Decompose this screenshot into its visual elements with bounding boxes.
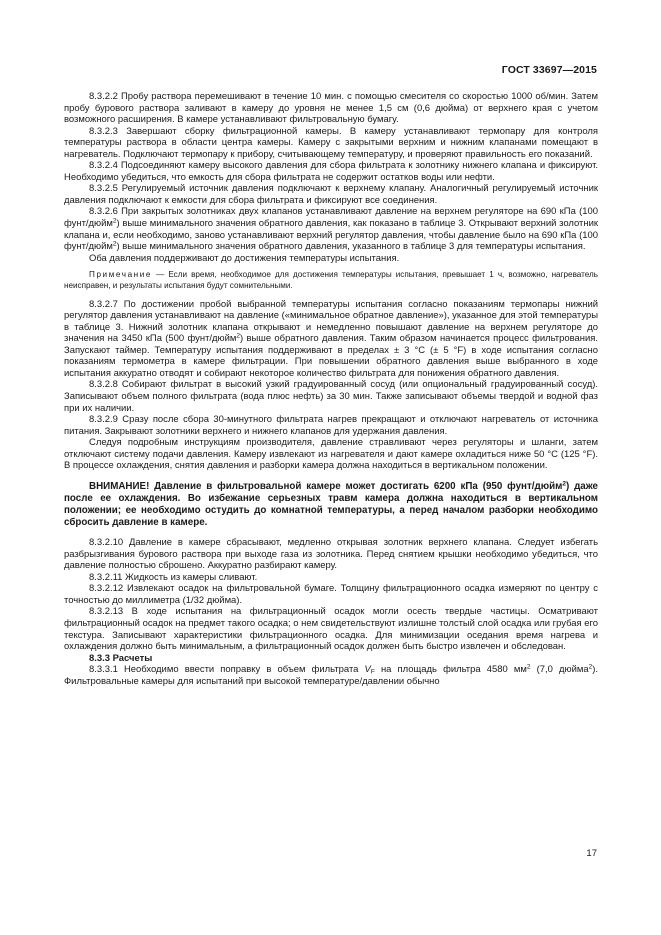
- paragraph-8-3-3-1: [64, 664, 598, 687]
- text-run: ). Фильтровальные камеры для испытаний при высокой температуре/давлении обычно: [64, 664, 598, 687]
- standard-code: ГОСТ 33697—2015: [501, 64, 597, 76]
- paragraph-8-3-2-9: 8.3.2.9 Сразу после сбора 30-минутного фильтрата нагрев прекращают и отключают нагреватель от источника питания. Закрывают золотники верхнего и нижнего клапанов для удержания давления.: [64, 414, 598, 437]
- subscript: F: [370, 668, 375, 676]
- paragraph-8-3-2-12: 8.3.2.12 Извлекают осадок на фильтровальной бумаге. Толщину фильтрационного осадка измеряют по центру с точностью до миллиметра (1/32 дюйма).: [64, 583, 598, 606]
- note: [64, 270, 598, 291]
- text-run: 8.3.2.7 По достижении пробой выбранной температуры испытания согласно показаниям термопары нижний регулятор давления устанавливают на давление («минимальное обратное давление»), указанное для этой температуры в таблице 3. Нижний золотник клапана открывают и немедленно повышают давление на верхнем регуляторе до значения на 3450 кПа (500 фунт/дюйм: [64, 298, 598, 345]
- superscript: 2: [562, 480, 566, 488]
- paragraph-both-pressures: Оба давления поддерживают до достижения температуры испытания.: [89, 252, 400, 264]
- paragraph-8-3-2-3: 8.3.2.3 Завершают сборку фильтрационной камеры. В камеру устанавливают термопару для контроля температуры раствора в области центра камеры. Камеру с закрытыми верхним и нижним клапанами помещают в нагреватель. Подключают термопару к прибору, считывающему температуру, и проверяют правильность его показаний.: [64, 125, 598, 160]
- superscript: 2: [112, 240, 117, 248]
- paragraph-8-3-2-4: 8.3.2.4 Подсоединяют камеру высокого давления для сбора фильтрата к золотнику нижнего клапана и фиксируют. Необходимо убедиться, что емкость для сбора фильтрата не содержит остатков воды или нефти.: [64, 160, 598, 183]
- superscript: 2: [526, 663, 531, 671]
- superscript: 2: [236, 332, 240, 340]
- text-run: ВНИМАНИЕ! Давление в фильтровальной камере может достигать 6200 кПа (950 фунт/дюйм: [89, 480, 563, 492]
- document-body: [64, 91, 598, 687]
- superscript: 2: [112, 217, 117, 225]
- text-run: 8.3.2.6 При закрытых золотниках двух клапанов устанавливают давление на верхнем регуляторе на 690 кПа (100 фунт/дюйм: [64, 206, 598, 230]
- note-label: Примечание: [89, 270, 153, 280]
- warning-block: [64, 481, 598, 529]
- paragraph-8-3-2-7: [64, 299, 598, 380]
- text-run: 8.3.3.1 Необходимо ввести поправку в объем фильтрата: [89, 664, 365, 676]
- page-number: 17: [586, 848, 597, 859]
- text-run: ) выше минимального значения обратного давления, указанного в таблице 3 для температуры испытания.: [116, 241, 586, 253]
- text-run: ) выше минимального значения обратного давления, как показано в таблице 3. Открывают верхний золотник клапана и, если необходимо, заново устанавливают верхний регулятор давления, чтобы давление было на 690 кПа (100 фунт/дюйм: [64, 218, 598, 253]
- paragraph-following-instructions: Следуя подробным инструкциям производителя, давление стравливают через регуляторы и шланги, затем отключают систему подачи давления. Камеру извлекают из нагревателя и дают камере охладиться ниже 50 °С (125 °F). В процессе охлаждения, снятия давления и разборки камера должна находиться в вертикальном положении.: [64, 437, 598, 472]
- superscript: 2: [588, 663, 593, 671]
- paragraph-8-3-2-8: 8.3.2.8 Собирают фильтрат в высокий узкий градуированный сосуд (или опциональный градуированный сосуд). Записывают объем полного фильтрата (вода плюс нефть) за 30 мин. Также записывают объемы твердой и водной фаз при их наличии.: [64, 379, 598, 414]
- paragraph-8-3-2-6: [64, 206, 598, 252]
- text-run: (7,0 дюйма: [530, 664, 589, 676]
- paragraph-8-3-2-10: 8.3.2.10 Давление в камере сбрасывают, медленно открывая золотник верхнего клапана. Следует избегать разбрызгивания бурового раствора при выходе газа из золотника. Перед снятием крышки необходимо убедиться, что давление полностью сброшено. Аккуратно разбирают камеру.: [64, 537, 598, 572]
- text-run: на площадь фильтра 4580 мм: [374, 664, 527, 676]
- variable-v: V: [364, 664, 371, 676]
- paragraph-8-3-2-2: 8.3.2.2 Пробу раствора перемешивают в течение 10 мин. с помощью смесителя со скоростью 1000 об/мин. Затем пробу бурового раствора заливают в камеру до уровня не менее 1,5 см (0,6 дюйма) от верхнего края с учетом возможного расширения. В камере устанавливают фильтровальную бумагу.: [64, 91, 598, 126]
- section-heading-8-3-3: 8.3.3 Расчеты: [89, 652, 153, 664]
- text-run: ) даже после ее охлаждения. Во избежание серьезных травм камера должна находиться в вертикальном положении; ее необходимо остудить до комнатной температуры, а перед началом разборки необходимо сбросить давление в камере.: [64, 480, 599, 529]
- text-run: ) выше обратного давления. Таким образом начинается процесс фильтрования. Запускают таймер. Температуру испытания поддерживают в пределах ± 3 °С (± 5 °F) в ходе испытания согласно показаниям термометра в камере фильтрации. При повышении обратного давления выше выбранного в ходе испытания аккуратно отводят и собирают некоторое количество фильтрата для понижения обратного давления.: [64, 333, 598, 379]
- paragraph-8-3-2-11: 8.3.2.11 Жидкость из камеры сливают.: [89, 571, 258, 583]
- paragraph-8-3-2-5: 8.3.2.5 Регулируемый источник давления подключают к верхнему клапану. Аналогичный регулируемый источник давления подключают к емкости для сбора фильтрата и фиксируют все соединения.: [64, 183, 598, 206]
- note-text: — Если время, необходимое для достижения температуры испытания, превышает 1 ч, возможно, нагреватель неисправен, и результаты испытания будут сомнительными.: [64, 270, 598, 290]
- paragraph-8-3-2-13: 8.3.2.13 В ходе испытания на фильтрационный осадок могли осесть твердые частицы. Осматривают фильтрационный осадок на предмет такого осадка; о нем свидетельствуют излишне толстый слой осадка или грубая его текстура. Записывают характеристики фильтрационного осадка. Для минимизации оседания время нагрева и охлаждения должно быть минимальным, а фильтрационный осадок должен быть быстро извлечен и обследован.: [64, 606, 598, 653]
